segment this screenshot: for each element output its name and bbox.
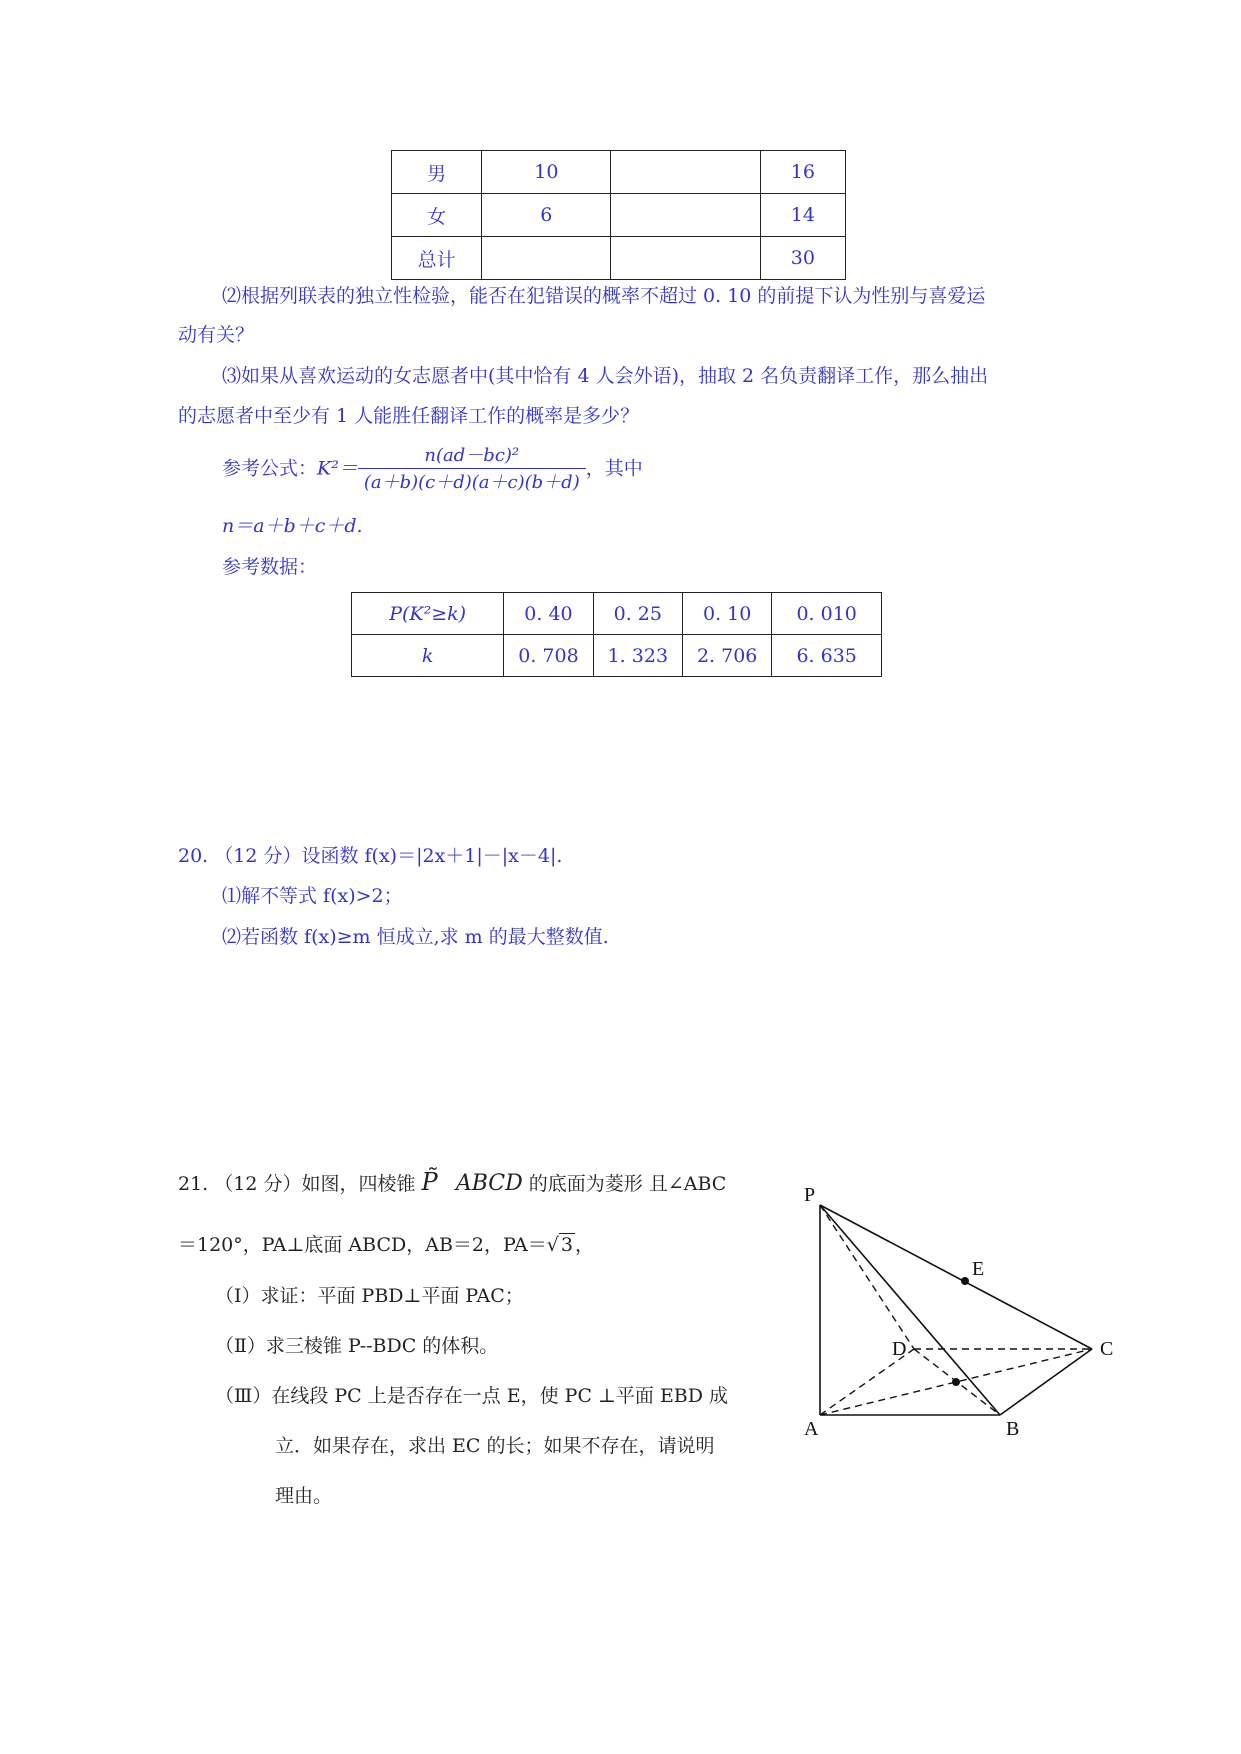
- p-tilde: P̃: [421, 1168, 438, 1196]
- formula-denominator: (a＋b)(c＋d)(a＋c)(b＋d): [358, 468, 586, 495]
- table-header: 0. 25: [593, 593, 682, 635]
- label-p: P: [804, 1185, 816, 1206]
- table-cell: 1. 323: [593, 635, 682, 677]
- table-row: [392, 237, 846, 280]
- q21-stem-a: 21. （12 分）如图，四棱锥: [178, 1173, 416, 1195]
- table-cell: 2. 706: [682, 635, 771, 677]
- table-row: [352, 593, 882, 635]
- q20-part1: ⑴解不等式 f(x)>2；: [222, 885, 403, 907]
- n-definition: n＝a＋b＋c＋d.: [222, 515, 363, 537]
- formula-lhs: K²＝: [317, 457, 358, 480]
- label-b: B: [1006, 1418, 1020, 1440]
- q21-part2: （Ⅱ）求三棱锥 P--BDC 的体积。: [215, 1335, 499, 1357]
- table-header: 0. 10: [682, 593, 771, 635]
- label-e: E: [972, 1258, 985, 1280]
- formula-label: 参考公式：: [222, 457, 318, 480]
- contingency-table: [391, 150, 846, 280]
- data-label: 参考数据：: [222, 556, 318, 578]
- table-cell: 14: [760, 194, 845, 237]
- table-cell: [611, 237, 760, 280]
- sqrt-value: 3: [560, 1234, 573, 1256]
- table-cell: 10: [482, 151, 611, 194]
- q21-line2-b: ，: [574, 1234, 594, 1256]
- table-cell: 男: [392, 151, 482, 194]
- q21-stem-c: 的底面为菱形 且∠ABC: [528, 1173, 727, 1195]
- table-row: [352, 635, 882, 677]
- table-cell: 30: [760, 237, 845, 280]
- q21-part1: （Ⅰ）求证：平面 PBD⊥平面 PAC；: [215, 1285, 524, 1307]
- q21-part3-line3: 理由。: [275, 1485, 333, 1507]
- q21-part3-line1: （Ⅲ）在线段 PC 上是否存在一点 E，使 PC ⊥平面 EBD 成: [215, 1385, 729, 1407]
- table-cell: 0. 708: [504, 635, 593, 677]
- q21-stem: [178, 1170, 726, 1196]
- point-o: [952, 1378, 960, 1386]
- table-cell: [611, 151, 760, 194]
- formula-numerator: n(ad－bc)²: [424, 445, 520, 466]
- edge-bc: [1000, 1349, 1092, 1415]
- table-header: 0. 40: [504, 593, 593, 635]
- q20-part2: ⑵若函数 f(x)≥m 恒成立,求 m 的最大整数值.: [222, 926, 609, 948]
- edge-pd: [820, 1205, 914, 1349]
- q19-part2-line2: 动有关？: [178, 324, 255, 346]
- table-cell: 总计: [392, 237, 482, 280]
- critical-values-table: [351, 592, 882, 677]
- pyramid-figure: [800, 1185, 1130, 1445]
- table-cell: k: [352, 635, 504, 677]
- q21-line2: [178, 1233, 594, 1257]
- table-header: P(K²≥k): [352, 593, 504, 635]
- q19-part3-line1: ⑶如果从喜欢运动的女志愿者中(其中恰有 4 人会外语)，抽取 2 名负责翻译工作，那么抽出: [222, 365, 989, 387]
- table-row: [392, 151, 846, 194]
- table-cell: [482, 237, 611, 280]
- formula-fraction: [358, 444, 586, 495]
- table-cell: 6. 635: [772, 635, 882, 677]
- table-row: [392, 194, 846, 237]
- edge-pc: [820, 1205, 1092, 1349]
- table-cell: 女: [392, 194, 482, 237]
- label-c: C: [1100, 1338, 1114, 1360]
- edge-pb: [820, 1205, 1000, 1415]
- q21-stem-b: ABCD: [455, 1171, 523, 1196]
- q20-stem: 20. （12 分）设函数 f(x)＝|2x＋1|－|x－4|.: [178, 845, 563, 867]
- q21-part3-line2: 立．如果存在，求出 EC 的长；如果不存在，请说明: [275, 1435, 715, 1457]
- sqrt: √ 3: [546, 1234, 573, 1256]
- label-d: D: [892, 1338, 907, 1360]
- q19-part3-line2: 的志愿者中至少有 1 人能胜任翻译工作的概率是多少？: [178, 405, 640, 427]
- formula: [222, 444, 643, 495]
- formula-tail: ，其中: [585, 457, 643, 480]
- table-cell: 6: [482, 194, 611, 237]
- table-cell: 16: [760, 151, 845, 194]
- label-a: A: [804, 1418, 819, 1440]
- q19-part2-line1: ⑵根据列联表的独立性检验，能否在犯错误的概率不超过 0. 10 的前提下认为性别与喜爱运: [222, 285, 986, 307]
- q21-line2-a: ＝120°，PA⊥底面 ABCD，AB＝2，PA＝: [178, 1234, 547, 1256]
- table-header: 0. 010: [772, 593, 882, 635]
- table-cell: [611, 194, 760, 237]
- point-e: [961, 1277, 969, 1285]
